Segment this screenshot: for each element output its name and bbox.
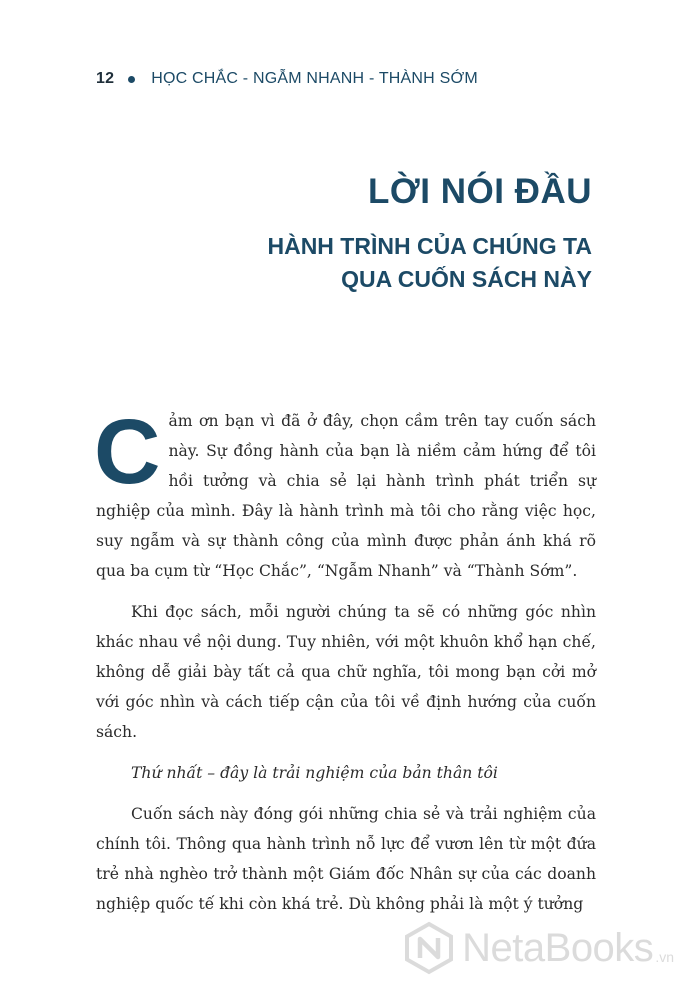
body-text xyxy=(94,401,596,930)
paragraph-2: Khi đọc sách, mỗi người chúng ta sẽ có những góc nhìn khác nhau về nội dung. Tuy nhiên, với một khuôn khổ hạn chế, không dễ giải bày tất cả qua chữ nghĩa, tôi mong bạn cởi mở với góc nhìn và cách tiếp cận của tôi về định hướng của cuốn sách. xyxy=(96,603,596,741)
netabooks-logo-icon xyxy=(402,921,456,975)
watermark-brand: NetaBooks xyxy=(462,925,654,970)
bullet-dot-icon xyxy=(128,76,135,83)
running-title: HỌC CHẮC - NGẪM NHANH - THÀNH SỚM xyxy=(151,70,478,87)
watermark-suffix: .vn xyxy=(655,949,674,965)
paragraph-1-text: ảm ơn bạn vì đã ở đây, chọn cầm trên tay cuốn sách này. Sự đồng hành của bạn là niềm cảm hứng để tôi hồi tưởng và chia sẻ lại hành trình phát triển sự nghiệp của mình. Đây là hành trình mà tôi cho rằng việc học, suy ngẫm và sự thành công của mình được phản ánh khá rõ qua ba cụm từ “Học Chắc”, “Ngẫm Nhanh” và “Thành Sớm”. xyxy=(96,412,596,580)
drop-cap: C xyxy=(94,401,161,503)
running-header xyxy=(96,70,478,88)
chapter-title: LỜI NÓI ĐẦU xyxy=(368,172,592,211)
paragraph-3: Cuốn sách này đóng gói những chia sẻ và trải nghiệm của chính tôi. Thông qua hành trình nỗ lực để vươn lên từ một đứa trẻ nhà nghèo trở thành một Giám đốc Nhân sự của các doanh nghiệp quốc tế khi còn khá trẻ. Dù không phải là một ý tưởng xyxy=(96,805,596,913)
subtitle-line-2: QUA CUỐN SÁCH NÀY xyxy=(341,266,592,292)
page-number: 12 xyxy=(96,70,115,87)
section-heading-italic: Thứ nhất – đây là trải nghiệm của bản thân tôi xyxy=(131,764,498,782)
chapter-subtitle xyxy=(267,230,592,296)
watermark xyxy=(402,921,674,975)
subtitle-line-1: HÀNH TRÌNH CỦA CHÚNG TA xyxy=(267,233,592,259)
paragraph-1 xyxy=(94,401,596,586)
